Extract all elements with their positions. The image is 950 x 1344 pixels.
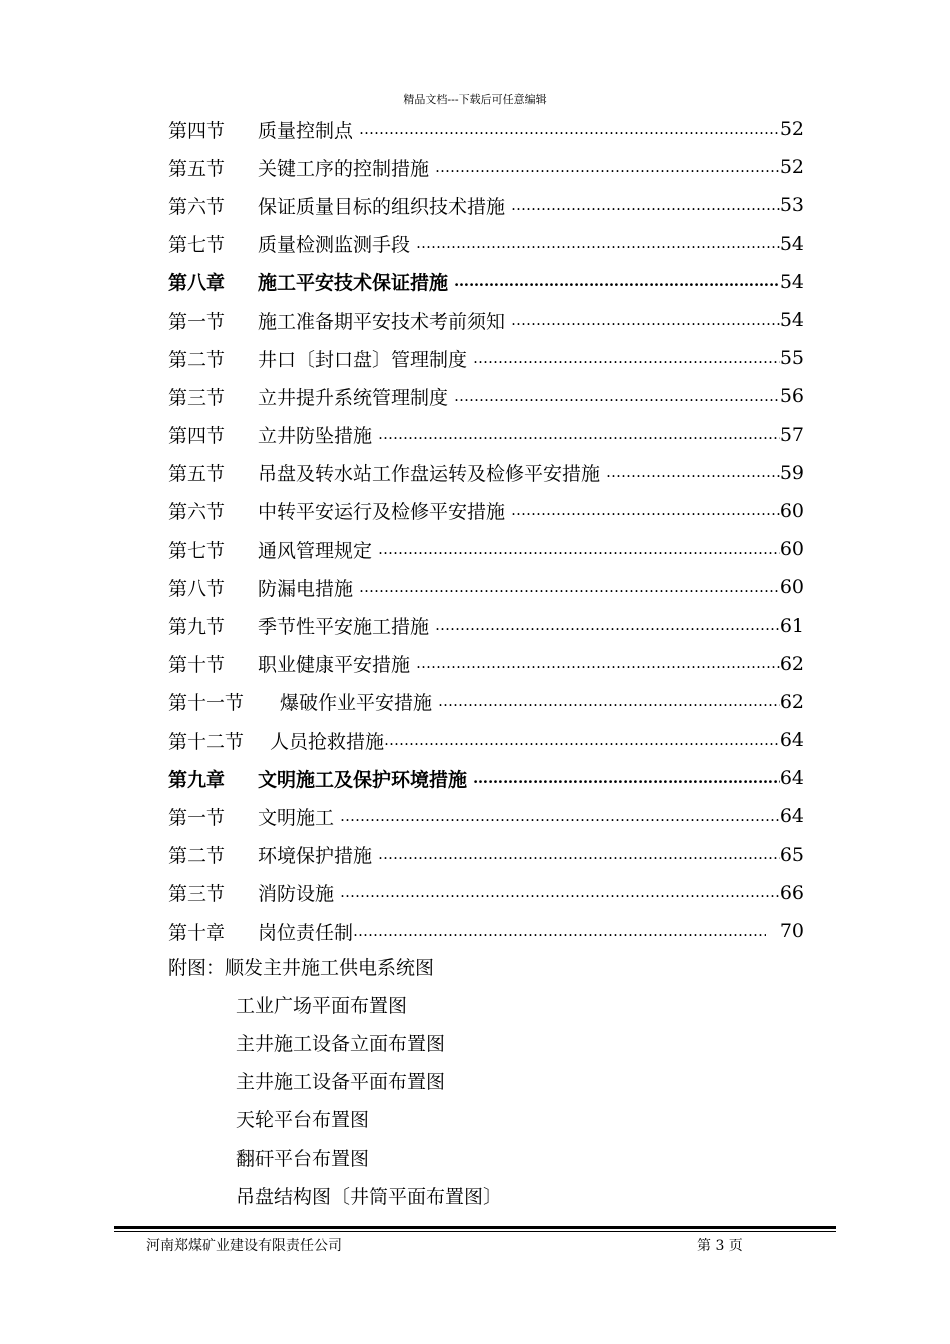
dot-leader (435, 616, 780, 635)
footer-page-number: 第 3 页 (697, 1238, 743, 1254)
toc-entry[interactable] (168, 683, 804, 721)
toc-entry-number: 第六节 (168, 195, 226, 218)
toc-entry-number: 第二节 (168, 845, 226, 868)
toc-entry-title: 人员抢救措施 (270, 730, 385, 753)
dot-leader (378, 540, 780, 559)
toc-entry-title: 施工准备期平安技术考前须知 (258, 310, 506, 333)
dot-leader (435, 158, 780, 177)
toc-entry-number: 第二节 (168, 348, 226, 371)
toc-entry-title: 保证质量目标的组织技术措施 (258, 195, 506, 218)
toc-entry-page: 60 (779, 499, 804, 522)
dot-leader (340, 883, 780, 902)
footer-divider-thin (114, 1231, 836, 1232)
appendix-figures (168, 947, 502, 1214)
header-note: 精品文档---下载后可任意编辑 (403, 93, 547, 106)
toc-chapter-entry[interactable] (168, 263, 804, 301)
toc-entry-page: 60 (779, 538, 804, 561)
toc-entry-title: 文明施工 (258, 806, 335, 829)
toc-entry-title: 井口〔封口盘〕管理制度 (258, 348, 468, 371)
toc-entry[interactable] (168, 225, 804, 263)
toc-entry-page: 57 (779, 423, 804, 446)
toc-entry-title: 质量控制点 (258, 119, 354, 142)
toc-entry-number: 第十一节 (168, 692, 245, 715)
toc-entry-page: 64 (779, 767, 804, 790)
toc-entry[interactable] (168, 645, 804, 683)
toc-entry[interactable] (168, 110, 804, 148)
dot-leader (384, 731, 780, 750)
toc-entry-title: 吊盘及转水站工作盘运转及检修平安措施 (258, 463, 601, 486)
dot-leader (454, 272, 780, 291)
appendix-item[interactable]: 主井施工设备平面布置图 (236, 1071, 446, 1094)
toc-entry-number: 第七节 (168, 234, 226, 257)
dot-leader (359, 578, 780, 597)
toc-entry-title: 中转平安运行及检修平安措施 (258, 501, 506, 524)
toc-entry-title: 防漏电措施 (258, 577, 354, 600)
toc-entry-number: 第四节 (168, 425, 226, 448)
toc-entry[interactable] (168, 454, 804, 492)
footer-company: 河南郑煤矿业建设有限责任公司 (146, 1238, 342, 1254)
toc-entry-number: 第十节 (168, 654, 226, 677)
toc-entry-number: 第四节 (168, 119, 226, 142)
toc-entry-title: 立井提升系统管理制度 (258, 386, 449, 409)
toc-entry[interactable] (168, 606, 804, 644)
toc-entry-page: 56 (779, 385, 804, 408)
dot-leader (438, 692, 780, 711)
dot-leader (454, 387, 780, 406)
toc-entry-number: 第一节 (168, 806, 226, 829)
dot-leader (511, 196, 780, 215)
toc-entry-title: 岗位责任制 (258, 921, 354, 944)
toc-entry-title: 施工平安技术保证措施 (258, 272, 449, 295)
toc-entry-title: 文明施工及保护环境措施 (258, 768, 468, 791)
toc-entry[interactable] (168, 416, 804, 454)
appendix-item[interactable]: 主井施工设备立面布置图 (236, 1032, 446, 1055)
toc-entry-page: 61 (779, 614, 804, 637)
toc-entry-page: 70 (773, 920, 804, 943)
toc-entry[interactable] (168, 492, 804, 530)
dot-leader (416, 234, 780, 253)
toc-entry-page: 55 (779, 347, 804, 370)
toc-entry-title: 季节性平安施工措施 (258, 616, 430, 639)
toc-entry-page: 53 (779, 194, 804, 217)
toc-entry-number: 第六节 (168, 501, 226, 524)
toc-entry-page: 66 (779, 881, 804, 904)
toc-entry-page: 64 (779, 729, 804, 752)
toc-entry[interactable] (168, 797, 804, 835)
appendix-item[interactable]: 工业广场平面布置图 (236, 994, 408, 1017)
toc-entry-page: 54 (779, 232, 804, 255)
dot-leader (473, 769, 780, 788)
toc-entry-title: 环境保护措施 (258, 845, 373, 868)
toc-entry-page: 52 (779, 156, 804, 179)
toc-entry[interactable] (168, 186, 804, 224)
toc-entry-number: 第八章 (168, 272, 226, 295)
toc-entry[interactable] (168, 912, 804, 950)
dot-leader (378, 425, 780, 444)
toc-entry[interactable] (168, 530, 804, 568)
toc-entry-title: 通风管理规定 (258, 539, 373, 562)
dot-leader (359, 120, 780, 139)
toc-entry-title: 爆破作业平安措施 (280, 692, 433, 715)
toc-entry-page: 54 (779, 309, 804, 332)
footer-divider-thick (114, 1226, 836, 1229)
toc-entry-page: 65 (779, 843, 804, 866)
toc-entry-number: 第三节 (168, 883, 226, 906)
dot-leader (511, 311, 780, 330)
toc-entry[interactable] (168, 339, 804, 377)
toc-entry-page: 60 (779, 576, 804, 599)
toc-entry-title: 关键工序的控制措施 (258, 157, 430, 180)
toc-entry-number: 第十章 (168, 921, 226, 944)
appendix-item[interactable]: 天轮平台布置图 (236, 1109, 370, 1132)
toc-entry-title: 质量检测监测手段 (258, 234, 411, 257)
dot-leader (473, 349, 780, 368)
toc-entry-page: 52 (779, 118, 804, 141)
toc-entry-page: 62 (779, 690, 804, 713)
toc-entry-number: 第九章 (168, 768, 226, 791)
toc-chapter-entry[interactable] (168, 759, 804, 797)
appendix-item[interactable]: 翻矸平台布置图 (236, 1147, 370, 1170)
appendix-label: 附图：顺发主井施工供电系统图 (168, 956, 435, 979)
toc-entry-title: 消防设施 (258, 883, 335, 906)
toc-entry-title: 立井防坠措施 (258, 425, 373, 448)
appendix-item[interactable]: 吊盘结构图〔井筒平面布置图〕 (236, 1185, 503, 1208)
toc-entry-title: 职业健康平安措施 (258, 654, 411, 677)
toc-entry[interactable] (168, 377, 804, 415)
dot-leader (416, 654, 780, 673)
dot-leader (353, 922, 766, 941)
toc-entry[interactable] (168, 301, 804, 339)
dot-leader (606, 463, 780, 482)
toc-entry-number: 第九节 (168, 616, 226, 639)
toc-entry-number: 第七节 (168, 539, 226, 562)
toc-entry[interactable] (168, 148, 804, 186)
toc-entry-number: 第五节 (168, 463, 226, 486)
toc-entry-number: 第五节 (168, 157, 226, 180)
toc-entry-number: 第三节 (168, 386, 226, 409)
toc-entry-number: 第十二节 (168, 730, 245, 753)
toc-entry-page: 64 (779, 805, 804, 828)
toc-entry-page: 62 (779, 652, 804, 675)
dot-leader (378, 845, 780, 864)
toc-entry[interactable] (168, 874, 804, 912)
toc-entry-number: 第八节 (168, 577, 226, 600)
dot-leader (340, 807, 780, 826)
table-of-contents (168, 110, 804, 950)
toc-entry-page: 59 (779, 461, 804, 484)
dot-leader (511, 501, 780, 520)
toc-entry[interactable] (168, 836, 804, 874)
toc-entry[interactable] (168, 721, 804, 759)
toc-entry-number: 第一节 (168, 310, 226, 333)
toc-entry[interactable] (168, 568, 804, 606)
toc-entry-page: 54 (779, 270, 804, 293)
